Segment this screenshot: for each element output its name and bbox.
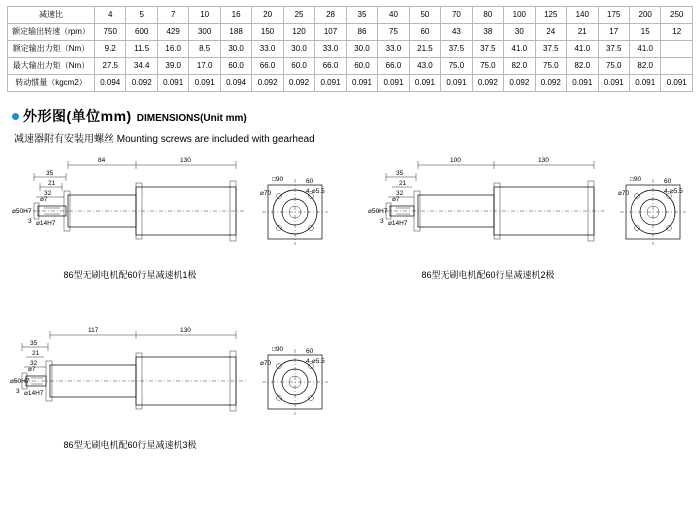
- label-circle-dia: ⌀70: [260, 190, 272, 197]
- table-cell: 0.092: [535, 75, 566, 92]
- table-cell: 125: [535, 7, 566, 24]
- drawing-2-caption: 86型无刷电机配60行星减速机2极: [421, 270, 555, 280]
- table-cell: 37.5: [598, 41, 629, 58]
- label-key-note: ⌀14H7: [36, 220, 56, 227]
- label-flange-square: □90: [630, 176, 642, 183]
- table-cell: 107: [315, 24, 346, 41]
- table-cell: 120: [283, 24, 314, 41]
- table-cell: 0.091: [409, 75, 440, 92]
- table-cell: 33.0: [378, 41, 409, 58]
- label-key-note: ⌀14H7: [24, 390, 44, 397]
- table-cell: 0.094: [95, 75, 126, 92]
- table-row: [8, 58, 693, 75]
- table-cell: 28: [315, 7, 346, 24]
- table-cell: 8.5: [189, 41, 220, 58]
- table-cell: 24: [535, 24, 566, 41]
- table-cell: 82.0: [567, 58, 598, 75]
- table-cell: 33.0: [252, 41, 283, 58]
- dim-shaft-key: 32: [30, 360, 38, 367]
- table-cell: 0.091: [189, 75, 220, 92]
- table-cell: 0.091: [598, 75, 629, 92]
- table-row: [8, 41, 693, 58]
- table-cell: 0.091: [315, 75, 346, 92]
- table-cell: 27.5: [95, 58, 126, 75]
- page: [0, 6, 700, 510]
- table-cell: 0.091: [661, 75, 693, 92]
- table-cell: 17: [598, 24, 629, 41]
- table-cell: 16.0: [157, 41, 188, 58]
- row-label: 减速比: [8, 7, 95, 24]
- table-cell: 41.0: [504, 41, 535, 58]
- drawing-1-figure: [10, 151, 330, 266]
- label-bolt-dia: 4-⌀5.5: [664, 188, 683, 195]
- dim-gear-length: 130: [180, 157, 191, 164]
- table-cell: 80: [472, 7, 503, 24]
- label-flange-square: □90: [272, 176, 284, 183]
- table-cell: 82.0: [504, 58, 535, 75]
- table-cell: 200: [629, 7, 660, 24]
- table-cell: 35: [346, 7, 377, 24]
- dim-shaft-l2: 21: [48, 180, 56, 187]
- label-inner-dia: 60: [664, 178, 672, 185]
- dim-motor-length: 84: [98, 157, 106, 164]
- table-cell: 37.5: [472, 41, 503, 58]
- label-circle-dia: ⌀70: [618, 190, 630, 197]
- table-cell: 33.0: [315, 41, 346, 58]
- table-cell: 43: [441, 24, 472, 41]
- label-key-dim: 3: [28, 218, 32, 225]
- dim-shaft-key: 32: [44, 190, 52, 197]
- table-cell: 60.0: [283, 58, 314, 75]
- drawing-3: [10, 321, 330, 451]
- label-key-w: ⌀7: [40, 196, 48, 203]
- table-cell: 4: [95, 7, 126, 24]
- table-cell: 750: [95, 24, 126, 41]
- table-cell: 34.4: [126, 58, 157, 75]
- table-cell: 250: [661, 7, 693, 24]
- table-cell: 0.091: [629, 75, 660, 92]
- table-cell: 21.5: [409, 41, 440, 58]
- drawing-1-caption: 86型无刷电机配60行星减速机1极: [63, 270, 197, 280]
- table-cell: 37.5: [535, 41, 566, 58]
- table-cell: 0.091: [157, 75, 188, 92]
- row-label: 额定输出转速（rpm）: [8, 24, 95, 41]
- table-cell: 188: [220, 24, 251, 41]
- label-key-w: ⌀7: [392, 196, 400, 203]
- table-cell: 16: [220, 7, 251, 24]
- label-key-dim: 3: [380, 218, 384, 225]
- dim-gear-length: 130: [538, 157, 549, 164]
- table-cell: 66.0: [252, 58, 283, 75]
- section-title-en: DIMENSIONS(Unit mm): [136, 113, 247, 124]
- table-cell: 50: [409, 7, 440, 24]
- dim-shaft-l1: 35: [30, 340, 38, 347]
- table-cell: 43.0: [409, 58, 440, 75]
- label-key-dim: 3: [16, 388, 20, 395]
- label-bolt-dia: 4-⌀5.5: [306, 358, 325, 365]
- table-cell: 0.091: [378, 75, 409, 92]
- dim-shaft-l1: 35: [396, 170, 404, 177]
- table-cell: 0.091: [346, 75, 377, 92]
- specifications-table: [7, 6, 693, 92]
- table-cell: 9.2: [95, 41, 126, 58]
- table-cell: 140: [567, 7, 598, 24]
- table-cell: 0.091: [441, 75, 472, 92]
- label-inner-dia: 60: [306, 178, 314, 185]
- table-cell: 60.0: [346, 58, 377, 75]
- drawing-3-caption: 86型无刷电机配60行星减速机3极: [63, 440, 197, 450]
- row-label: 额定输出力矩（Nm）: [8, 41, 95, 58]
- label-flange-square: □90: [272, 346, 284, 353]
- table-cell: 429: [157, 24, 188, 41]
- table-cell: 0.094: [220, 75, 251, 92]
- table-cell: 15: [629, 24, 660, 41]
- section-title-cn: 外形图(单位mm): [23, 108, 132, 124]
- table-cell: 66.0: [378, 58, 409, 75]
- table-cell: 75.0: [472, 58, 503, 75]
- table-cell: 66.0: [315, 58, 346, 75]
- dim-motor-length: 100: [450, 157, 461, 164]
- table-cell: 17.0: [189, 58, 220, 75]
- dimension-drawings: [0, 151, 700, 471]
- table-cell: 75.0: [598, 58, 629, 75]
- table-cell: 175: [598, 7, 629, 24]
- table-cell: 30.0: [220, 41, 251, 58]
- row-label: 最大输出力矩（Nm）: [8, 58, 95, 75]
- table-cell: 82.0: [629, 58, 660, 75]
- label-bolt-dia: 4-⌀5.5: [306, 188, 325, 195]
- table-cell: 12: [661, 24, 693, 41]
- label-circle-dia: ⌀70: [260, 360, 272, 367]
- table-cell: 38: [472, 24, 503, 41]
- dim-shaft-l2: 21: [32, 350, 40, 357]
- table-cell: 60: [409, 24, 440, 41]
- table-cell: 0.092: [472, 75, 503, 92]
- table-cell: [661, 41, 693, 58]
- table-cell: 41.0: [629, 41, 660, 58]
- label-shaft-dia: ⌀50H7: [12, 208, 32, 215]
- table-cell: 0.092: [252, 75, 283, 92]
- table-cell: 600: [126, 24, 157, 41]
- table-cell: 30: [504, 24, 535, 41]
- row-label: 转动惯量（kgcm2）: [8, 75, 95, 92]
- table-cell: 30.0: [346, 41, 377, 58]
- dim-shaft-l1: 35: [46, 170, 54, 177]
- table-cell: 37.5: [441, 41, 472, 58]
- table-cell: 41.0: [567, 41, 598, 58]
- table-cell: 0.091: [567, 75, 598, 92]
- drawing-1: [10, 151, 330, 281]
- table-cell: 75.0: [441, 58, 472, 75]
- table-cell: 75: [378, 24, 409, 41]
- table-cell: 21: [567, 24, 598, 41]
- bullet-icon: [12, 113, 19, 120]
- label-inner-dia: 60: [306, 348, 314, 355]
- dimensions-section-heading: [12, 106, 700, 126]
- dim-shaft-key: 32: [396, 190, 404, 197]
- table-cell: 100: [504, 7, 535, 24]
- table-cell: 40: [378, 7, 409, 24]
- table-cell: 86: [346, 24, 377, 41]
- table-cell: 0.092: [283, 75, 314, 92]
- table-cell: 0.092: [504, 75, 535, 92]
- table-cell: 39.0: [157, 58, 188, 75]
- table-cell: 5: [126, 7, 157, 24]
- label-shaft-dia: ⌀50H7: [10, 378, 30, 385]
- section-note: 减速器附有安装用螺丝 Mounting screws are included with gearhead: [14, 134, 315, 145]
- table-cell: 20: [252, 7, 283, 24]
- table-cell: 25: [283, 7, 314, 24]
- dim-motor-length: 117: [88, 327, 99, 334]
- table-row: [8, 75, 693, 92]
- table-cell: 30.0: [283, 41, 314, 58]
- table-cell: 7: [157, 7, 188, 24]
- table-cell: 60.0: [220, 58, 251, 75]
- label-key-w: ⌀7: [28, 366, 36, 373]
- label-key-note: ⌀14H7: [388, 220, 408, 227]
- label-shaft-dia: ⌀50H7: [368, 208, 388, 215]
- table-row: [8, 7, 693, 24]
- drawing-2-figure: [368, 151, 688, 266]
- dim-shaft-l2: 21: [399, 180, 407, 187]
- table-cell: 10: [189, 7, 220, 24]
- table-row: [8, 24, 693, 41]
- table-cell: 300: [189, 24, 220, 41]
- drawing-3-figure: [10, 321, 330, 436]
- table-cell: 11.5: [126, 41, 157, 58]
- table-cell: 150: [252, 24, 283, 41]
- dim-gear-length: 130: [180, 327, 191, 334]
- table-cell: [661, 58, 693, 75]
- table-cell: 75.0: [535, 58, 566, 75]
- drawing-2: [368, 151, 688, 281]
- table-cell: 70: [441, 7, 472, 24]
- table-cell: 0.092: [126, 75, 157, 92]
